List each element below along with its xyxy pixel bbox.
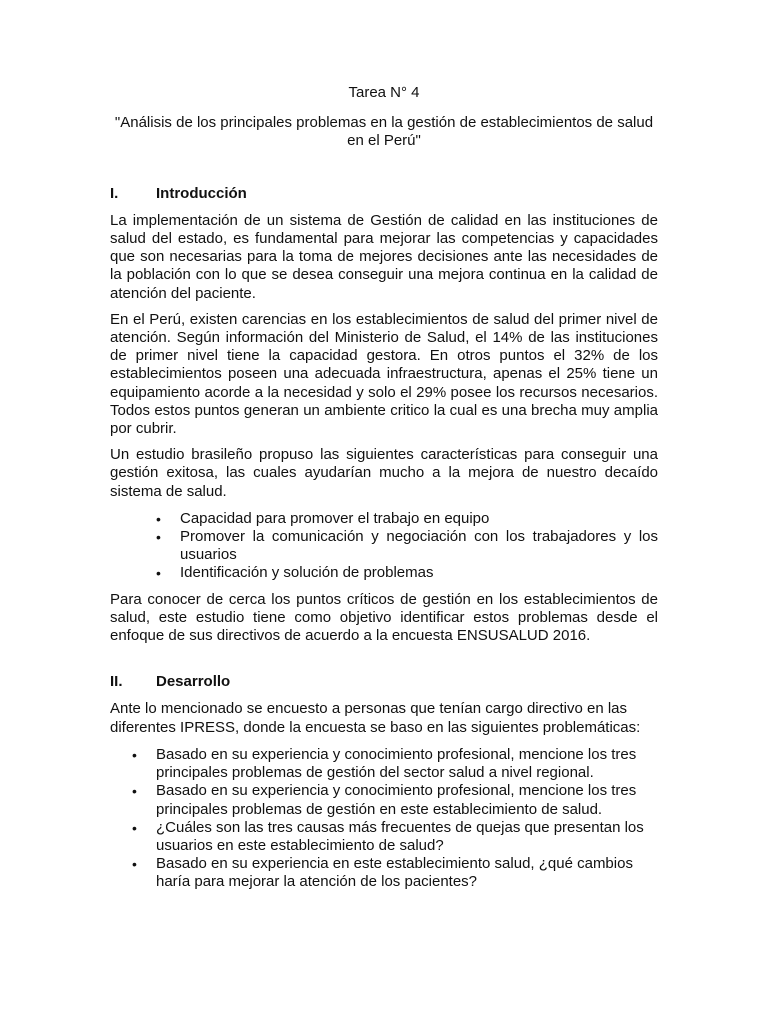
list-item-text: Promover la comunicación y negociación con los trabajadores y los usuarios (180, 528, 658, 564)
bullet-list (110, 746, 658, 892)
bullet-icon: • (132, 783, 137, 800)
bullet-icon: • (156, 510, 161, 527)
paragraph: En el Perú, existen carencias en los establecimientos de salud del primer nivel de atención. Según información del Ministerio de Salud, el 14% de las instituciones de primer nivel tiene la capacidad gestora. En otros puntos el 32% de los establecimientos poseen una adecuada infraestructura, apenas el 25% tiene un equipamiento acorde a la necesidad y solo el 29% posee los recursos necesarios. Todos estos puntos generan un ambiente critico la cual es una brecha muy amplia por cubrir. (110, 310, 658, 438)
list-item (110, 510, 658, 528)
bullet-icon: • (156, 565, 161, 582)
section-title: Introducción (156, 184, 247, 202)
paragraph: Un estudio brasileño propuso las siguientes características para conseguir una gestión exitosa, las cuales ayudarían mucho a la mejora de nuestro decaído sistema de salud. (110, 446, 658, 500)
list-item-text: Basado en su experiencia en este establecimiento salud, ¿qué cambios haría para mejorar la atención de los pacientes? (156, 855, 633, 891)
list-item (110, 564, 658, 582)
section-title: Desarrollo (156, 673, 231, 691)
list-item-text: ¿Cuáles son las tres causas más frecuentes de quejas que presentan los usuarios en este establecimiento de salud? (156, 818, 644, 854)
list-item (110, 855, 658, 891)
list-item-text: Basado en su experiencia y conocimiento profesional, mencione los tres principales problemas de gestión del sector salud a nivel regional. (156, 745, 637, 782)
list-item (110, 746, 658, 782)
document-page (110, 84, 658, 892)
section-heading-introduccion (110, 185, 658, 203)
document-subtitle: "Análisis de los principales problemas en la gestión de establecimientos de salud en el Perú" (114, 114, 654, 150)
list-item (110, 528, 658, 564)
section-heading-desarrollo (110, 673, 658, 691)
list-item (110, 819, 658, 855)
bullet-icon: • (132, 746, 137, 763)
paragraph: Para conocer de cerca los puntos críticos de gestión en los establecimientos de salud, este estudio tiene como objetivo identificar estos problemas desde el enfoque de sus directivos de acuerdo a la encuesta ENSUSALUD 2016. (110, 590, 658, 645)
bullet-icon: • (156, 529, 161, 546)
bullet-icon: • (132, 856, 137, 873)
list-item (110, 782, 658, 818)
bullet-icon: • (132, 819, 137, 836)
document-title: Tarea N° 4 (348, 84, 420, 101)
paragraph: Ante lo mencionado se encuesto a personas que tenían cargo directivo en las diferentes IPRESS, donde la encuesta se baso en las siguientes problemáticas: (110, 700, 641, 736)
list-item-text: Identificación y solución de problemas (180, 564, 434, 582)
section-number: I. (110, 184, 119, 202)
list-item-text: Capacidad para promover el trabajo en equipo (180, 509, 490, 527)
list-item-text: Basado en su experiencia y conocimiento profesional, mencione los tres principales problemas de gestión en este establecimiento de salud. (156, 782, 637, 818)
bullet-list (110, 510, 658, 583)
paragraph: La implementación de un sistema de Gestión de calidad en las instituciones de salud del estado, es fundamental para mejorar las competencias y capacidades que son necesarias para la toma de mejores decisiones ante las necesidades de la población con lo que se desea conseguir una mejora continua en la calidad de atención del paciente. (110, 211, 658, 302)
section-number: II. (110, 673, 123, 691)
